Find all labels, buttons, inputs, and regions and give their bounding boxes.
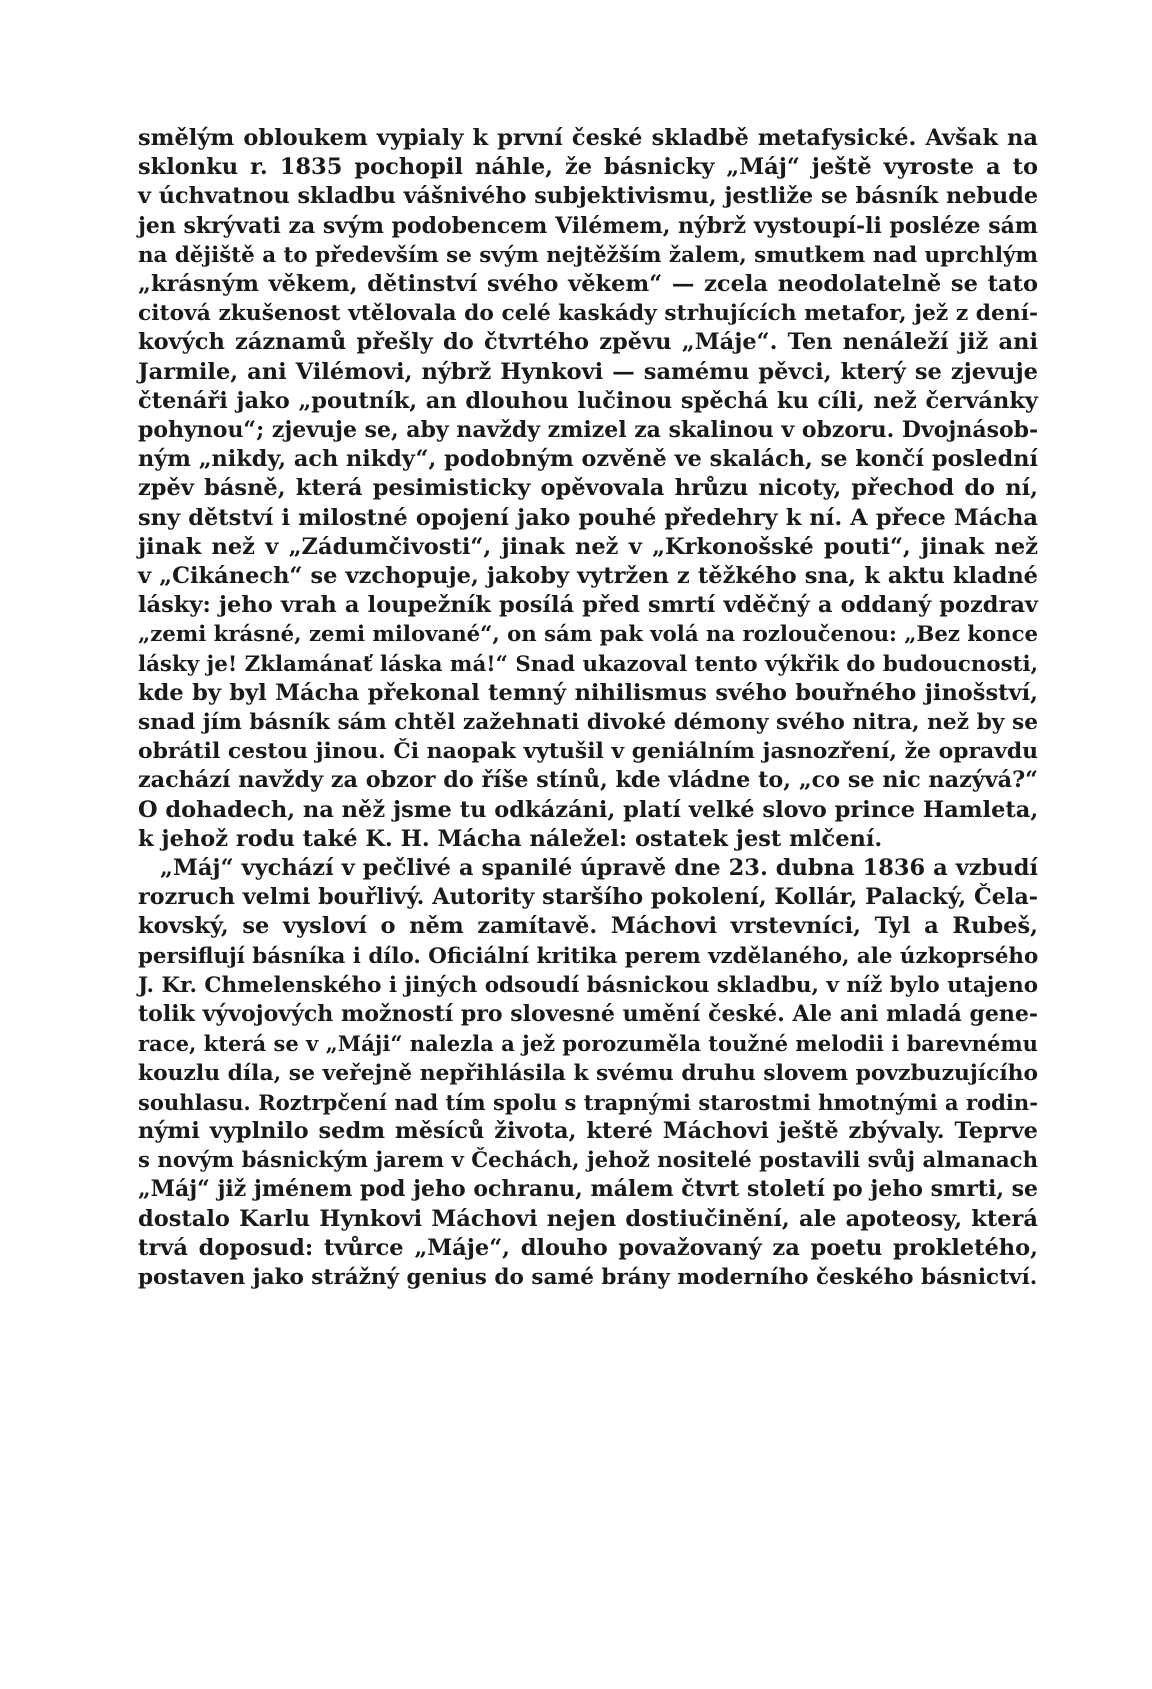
text-line: tolik vývojových možností pro slovesné umění české. Ale ani mladá gene- (138, 1001, 1038, 1028)
text-line: čtenáři jako „poutník, an dlouhou lučinou spěchá ku cíli, než červánky (138, 387, 1038, 414)
text-line: lásky je! Zklamánať láska má!“ Snad ukazoval tento výkřik do budoucnosti, (138, 651, 1038, 677)
text-line: sny dětství i milostné opojení jako pouhé předehry k ní. A přece Mácha (138, 504, 1038, 531)
text-line: race, která se v „Máji“ nalezla a jež porozuměla toužné melodii i barevnému (138, 1031, 1038, 1057)
text-line: kouzlu díla, se veřejně nepřihlásila k svému druhu slovem povzbuzujícího (138, 1060, 1039, 1086)
text-line: s novým básnickým jarem v Čechách, jehož nositelé postavili svůj almanach (138, 1148, 1038, 1174)
text-line: „zemi krásné, zemi milované“, on sám pak volá na rozloučenou: „Bez konce (138, 622, 1038, 648)
text-line: souhlasu. Roztrpčení nad tím spolu s trapnými starostmi hmotnými a rodin- (138, 1089, 1038, 1115)
text-line: sklonku r. 1835 pochopil náhle, že básnicky „Máj“ ještě vyroste a to (138, 154, 1038, 181)
text-line: zachází navždy za obzor do říše stínů, kde vládne to, „co se nic nazývá?“ (138, 767, 1038, 794)
paragraph-1 (138, 124, 1038, 854)
text-line: kových záznamů přešly do čtvrtého zpěvu „Máje“. Ten nenáleží již ani (138, 329, 1038, 356)
text-line: „krásným věkem, dětinství svého věkem“ — zcela neodolatelně se tato (138, 271, 1038, 298)
text-line: v úchvatnou skladbu vášnivého subjektivismu, jestliže se básník nebude (138, 183, 1038, 210)
text-line: trvá doposud: tvůrce „Máje“, dlouho považovaný za poetu prokletého, (138, 1234, 1038, 1261)
text-line: kovský, se vysloví o něm zamítavě. Máchovi vrstevníci, Tyl a Rubeš, (138, 913, 1038, 940)
text-line: snad jím básník sám chtěl zažehnati divoké démony svého nitra, než by se (138, 710, 1038, 736)
text-line: „Máj“ již jménem pod jeho ochranu, málem čtvrt století po jeho smrti, se (138, 1176, 1038, 1203)
text-line: jinak než v „Zádumčivosti“, jinak než v „Krkonošské pouti“, jinak než (138, 533, 1038, 560)
text-line: Jarmile, ani Vilémovi, nýbrž Hynkovi — samému pěvci, který se zjevuje (138, 358, 1038, 385)
text-line: smělým obloukem vypialy k první české skladbě metafysické. Avšak na (138, 125, 1038, 151)
text-line: „Máj“ vychází v pečlivé a spanilé úpravě dne 23. dubna 1836 a vzbudí (160, 855, 1038, 882)
text-line: pohynou“; zjevuje se, aby navždy zmizel za skalinou v obzoru. Dvojnásob- (138, 417, 1039, 444)
text-line: lásky: jeho vrah a loupežník posílá před smrtí vděčný a oddaný pozdrav (138, 592, 1038, 619)
text-line: nými vyplnilo sedm měsíců života, které Máchovi ještě zbývaly. Teprve (138, 1117, 1038, 1144)
text-line: postaven jako strážný genius do samé brány moderního českého básnictví. (138, 1264, 1038, 1290)
text-line: kde by byl Mácha překonal temný nihilismus svého bouřného jinošství, (138, 679, 1038, 706)
text-line: jen skrývati za svým podobencem Vilémem, nýbrž vystoupí-li posléze sám (138, 212, 1038, 239)
text-line: rozruch velmi bouřlivý. Autority staršího pokolení, Kollár, Palacký, Čela- (138, 884, 1038, 911)
text-line: zpěv básně, která pesimisticky opěvovala hrůzu nicoty, přechod do ní, (138, 475, 1038, 502)
text-line: v „Cikánech“ se vzchopuje, jakoby vytržen z těžkého sna, k aktu kladné (138, 563, 1038, 590)
text-line: ným „nikdy, ach nikdy“, podobným ozvěně ve skalách, se končí poslední (138, 446, 1038, 473)
text-line: k jehož rodu také K. H. Mácha náležel: ostatek jest mlčení. (138, 825, 883, 852)
text-line: J. Kr. Chmelenského i jiných odsoudí básnickou skladbu, v níž bylo utajeno (138, 972, 1039, 998)
text-line: persiflují básníka i dílo. Oficiální kritika perem vzdělaného, ale úzkoprsého (138, 943, 1039, 969)
text-line: O dohadech, na něž jsme tu odkázáni, platí velké slovo prince Hamleta, (138, 796, 1039, 823)
text-line: obrátil cestou jinou. Či naopak vytušil v geniálním jasnozření, že opravdu (138, 738, 1039, 765)
text-line: citová zkušenost vtělovala do celé kaskády strhujících metafor, jež z dení- (138, 301, 1038, 327)
paragraph-2 (138, 854, 1038, 1292)
body-text (138, 124, 1038, 1292)
text-line: na dějiště a to především se svým nejtěžším žalem, smutkem nad uprchlým (138, 242, 1038, 268)
text-line: dostalo Karlu Hynkovi Máchovi nejen dostiučinění, ale apoteosy, která (138, 1205, 1038, 1232)
